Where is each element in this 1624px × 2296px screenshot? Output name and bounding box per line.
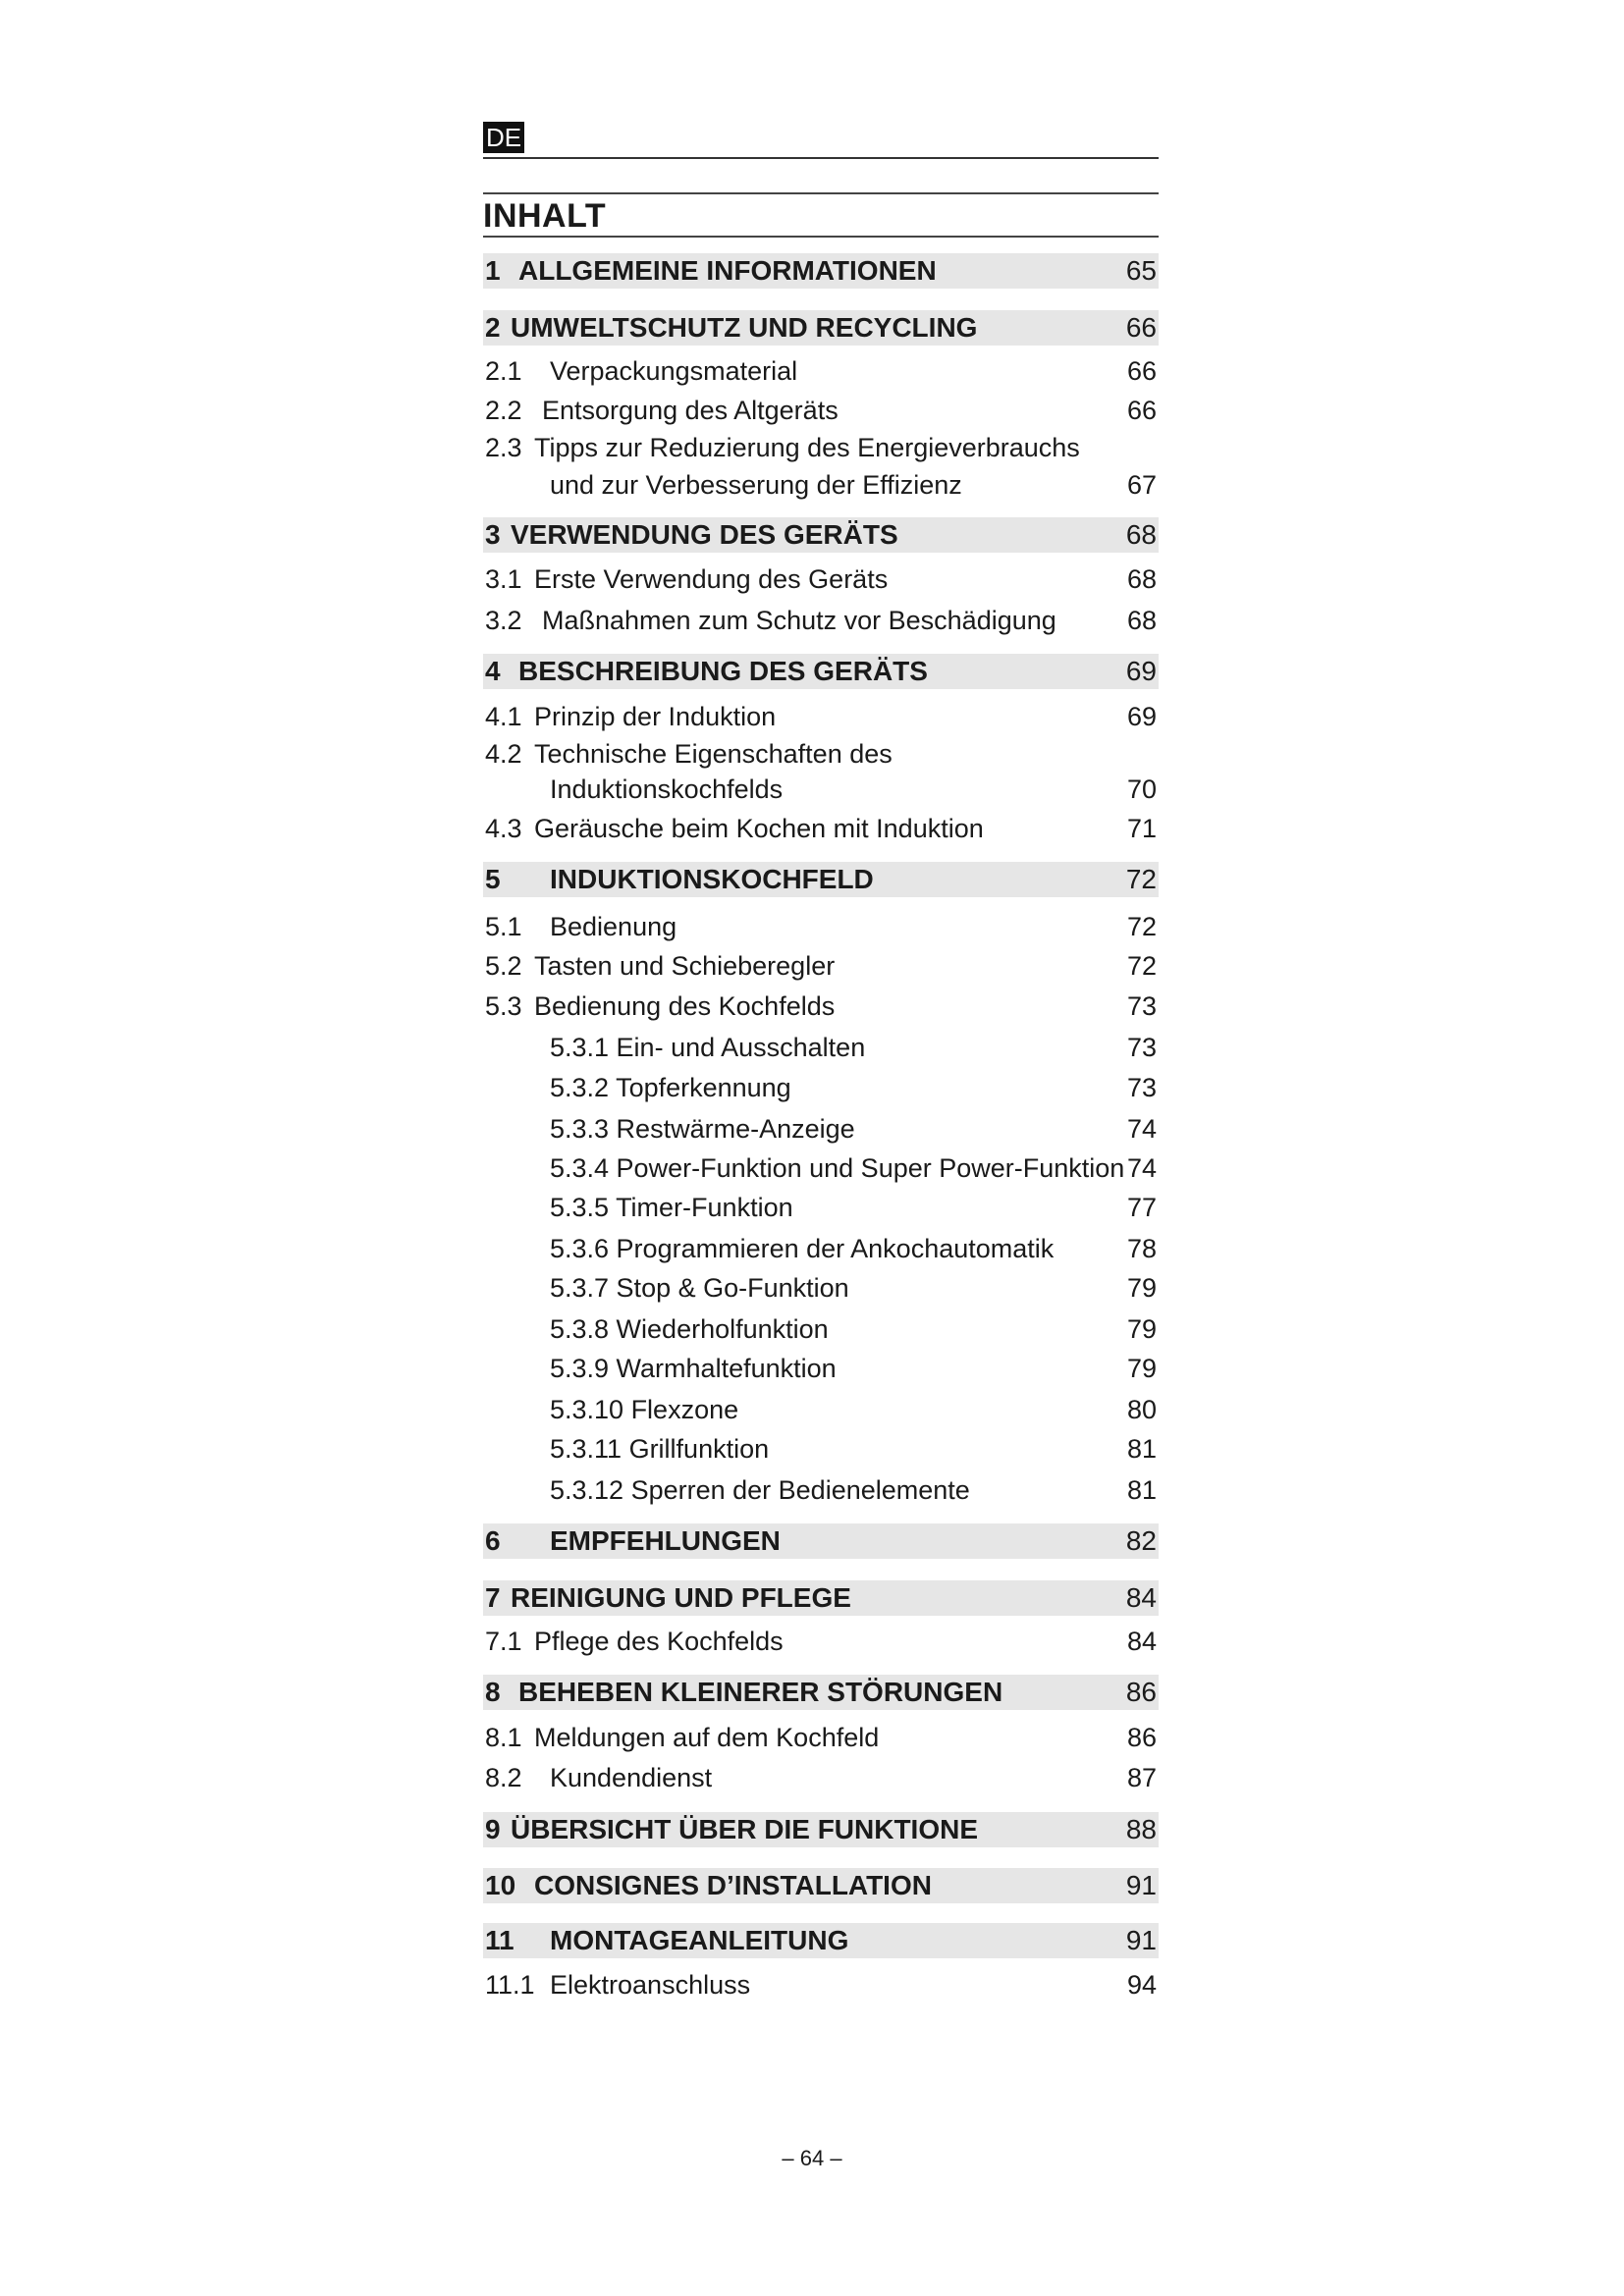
toc-entry-5-3-10[interactable]: 5.3.10 Flexzone 80	[550, 1395, 1157, 1424]
toc-entry-4-2[interactable]: 4.2 Technische Eigenschaften des	[485, 739, 893, 769]
toc-entry-5-3-6[interactable]: 5.3.6 Programmieren der Ankochautomatik 78	[550, 1234, 1157, 1263]
toc-entry-5-2[interactable]: 5.2 Tasten und Schieberegler 72	[485, 951, 1157, 981]
toc-entry-8-1[interactable]: 8.1 Meldungen auf dem Kochfeld 86	[485, 1723, 1157, 1752]
toc-entry-7-1[interactable]: 7.1 Pflege des Kochfelds 84	[485, 1627, 1157, 1656]
toc-entry-5-3-2[interactable]: 5.3.2 Topferkennung 73	[550, 1073, 1157, 1102]
toc-entry-5-3-5[interactable]: 5.3.5 Timer-Funktion 77	[550, 1193, 1157, 1222]
page-title: INHALT	[483, 192, 1159, 238]
toc-entry-5-1[interactable]: 5.1 Bedienung 72	[485, 912, 1157, 941]
toc-entry-5-3-4[interactable]: 5.3.4 Power-Funktion und Super Power-Funktion 74	[550, 1153, 1157, 1183]
toc-section-6[interactable]: 6 EMPFEHLUNGEN 82	[483, 1523, 1159, 1559]
toc-entry-4-1[interactable]: 4.1 Prinzip der Induktion 69	[485, 702, 1157, 731]
toc-section-3[interactable]: 3 VERWENDUNG DES GERÄTS 68	[483, 517, 1159, 553]
toc-entry-2-2[interactable]: 2.2 Entsorgung des Altgeräts 66	[485, 396, 1157, 425]
toc-section-7[interactable]: 7 REINIGUNG UND PFLEGE 84	[483, 1580, 1159, 1616]
toc-list	[483, 0, 1159, 2296]
toc-entry-5-3-3[interactable]: 5.3.3 Restwärme-Anzeige 74	[550, 1114, 1157, 1144]
toc-section-5[interactable]: 5 INDUKTIONSKOCHFELD 72	[483, 862, 1159, 897]
toc-entry-8-2[interactable]: 8.2 Kundendienst 87	[485, 1763, 1157, 1792]
toc-entry-11-1[interactable]: 11.1 Elektroanschluss 94	[485, 1970, 1157, 2000]
toc-entry-4-2-cont[interactable]: Induktionskochfelds 70	[550, 774, 1157, 804]
toc-section-10[interactable]: 10 CONSIGNES D’INSTALLATION 91	[483, 1868, 1159, 1903]
toc-entry-4-3[interactable]: 4.3 Geräusche beim Kochen mit Induktion 71	[485, 814, 1157, 843]
toc-section-11[interactable]: 11 MONTAGEANLEITUNG 91	[483, 1923, 1159, 1958]
toc-entry-5-3-8[interactable]: 5.3.8 Wiederholfunktion 79	[550, 1314, 1157, 1344]
toc-entry-3-2[interactable]: 3.2 Maßnahmen zum Schutz vor Beschädigung 68	[485, 606, 1157, 635]
toc-section-1[interactable]: 1 ALLGEMEINE INFORMATIONEN 65	[483, 253, 1159, 289]
language-badge: DE	[483, 122, 524, 153]
toc-entry-5-3-9[interactable]: 5.3.9 Warmhaltefunktion 79	[550, 1354, 1157, 1383]
toc-entry-5-3-1[interactable]: 5.3.1 Ein- und Ausschalten 73	[550, 1033, 1157, 1062]
toc-section-4[interactable]: 4 BESCHREIBUNG DES GERÄTS 69	[483, 654, 1159, 689]
toc-entry-2-3[interactable]: 2.3 Tipps zur Reduzierung des Energieverbrauchs	[485, 433, 1080, 462]
toc-section-8[interactable]: 8 BEHEBEN KLEINERER STÖRUNGEN 86	[483, 1675, 1159, 1710]
toc-entry-2-1[interactable]: 2.1 Verpackungsmaterial 66	[485, 356, 1157, 386]
toc-entry-5-3-7[interactable]: 5.3.7 Stop & Go-Funktion 79	[550, 1273, 1157, 1303]
toc-section-9[interactable]: 9 ÜBERSICHT ÜBER DIE FUNKTIONE 88	[483, 1812, 1159, 1847]
page-number: – 64 –	[782, 2146, 842, 2170]
toc-entry-5-3-11[interactable]: 5.3.11 Grillfunktion 81	[550, 1434, 1157, 1464]
toc-entry-5-3-12[interactable]: 5.3.12 Sperren der Bedienelemente 81	[550, 1475, 1157, 1505]
toc-entry-2-3-cont[interactable]: und zur Verbesserung der Effizienz 67	[550, 470, 1157, 500]
toc-entry-3-1[interactable]: 3.1 Erste Verwendung des Geräts 68	[485, 564, 1157, 594]
toc-section-2[interactable]: 2 UMWELTSCHUTZ UND RECYCLING 66	[483, 310, 1159, 346]
toc-entry-5-3[interactable]: 5.3 Bedienung des Kochfelds 73	[485, 991, 1157, 1021]
